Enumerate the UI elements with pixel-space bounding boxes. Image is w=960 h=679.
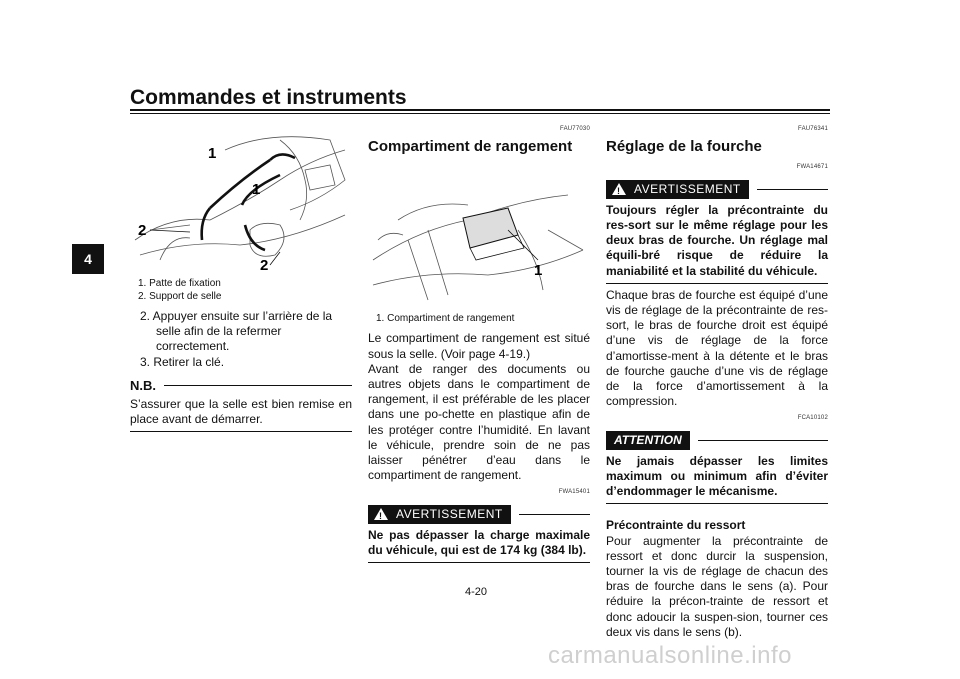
storage-illustration bbox=[368, 160, 590, 310]
chapter-tab: 4 bbox=[72, 244, 104, 274]
page-number: 4-20 bbox=[465, 586, 488, 598]
attention-end-rule bbox=[606, 503, 828, 504]
attention-header bbox=[606, 431, 828, 450]
label-1a: 1 bbox=[208, 145, 217, 162]
note-text: S’assurer que la selle est bien remise en place avant de démarrer. bbox=[130, 397, 352, 427]
section-code: FAU77030 bbox=[560, 126, 590, 132]
attention-badge: ATTENTION bbox=[606, 431, 690, 450]
step-item: 3. Retirer la clé. bbox=[140, 354, 225, 369]
header-rule-thin bbox=[130, 113, 830, 114]
warning-triangle-icon bbox=[374, 508, 388, 520]
column-storage bbox=[368, 120, 590, 563]
note-header bbox=[130, 378, 352, 393]
attention-text: Ne jamais dépasser les limites maximum ou minimum afin d’éviter d’endommager le mécanisme. bbox=[606, 453, 828, 499]
warning-badge bbox=[606, 180, 749, 199]
warning-label: AVERTISSEMENT bbox=[634, 181, 741, 196]
attention-code: FCA10102 bbox=[797, 415, 828, 422]
seat-illustration bbox=[130, 120, 352, 275]
watermark: carmanualsonline.info bbox=[548, 642, 792, 669]
warning-text: Toujours régler la précontrainte du res-sort sur le même réglage pour les deux bras de fourche. Un réglage mal équili-bré risque de réduire la maniabilité et la stabilité du véhicule. bbox=[606, 202, 828, 278]
section-title: Compartiment de rangement bbox=[368, 138, 573, 156]
warning-header bbox=[368, 505, 590, 524]
warning-end-rule bbox=[368, 562, 590, 563]
column-fork bbox=[606, 120, 828, 640]
figure-caption bbox=[138, 277, 352, 303]
warning-header bbox=[606, 180, 828, 199]
step-list bbox=[130, 309, 352, 370]
label-2a: 2 bbox=[138, 222, 147, 239]
step-item: 2. Appuyer ensuite sur l’arrière de la selle afin de la refermer correctement. bbox=[140, 309, 333, 354]
preload-para: Pour augmenter la précontrainte de ressort et donc durcir la suspension, tourner la vis de réglage de chacun des bras de fourche dans le sens (a). Pour réduire la précon-trainte de ressort et donc adoucir la suspen-sion, tourner ces deux vis dans le sens (b). bbox=[606, 533, 828, 639]
page-title: Commandes et instruments bbox=[130, 86, 407, 109]
warning-triangle-icon bbox=[612, 183, 626, 195]
note-end-rule bbox=[130, 431, 352, 432]
fork-para: Chaque bras de fourche est équipé d’une vis de réglage de la précontrainte de res-sort, le bras de fourche droit est équipé d’une vis de réglage de la force d’amortisse-ment à la détente et le bras de fourche gauche d’une vis de réglage de la force d’amortissement à la compression. bbox=[606, 287, 828, 409]
seat-figure bbox=[130, 120, 352, 275]
subsection-title: Précontrainte du ressort bbox=[606, 518, 746, 533]
warning-text: Ne pas dépasser la charge maximale du véhicule, qui est de 174 kg (384 lb). bbox=[368, 527, 590, 558]
warning-code: FWA15401 bbox=[558, 489, 590, 496]
caption-item: 1. Patte de fixation bbox=[138, 278, 221, 289]
label-1: 1 bbox=[534, 262, 543, 280]
caption-item: 2. Support de selle bbox=[138, 291, 222, 302]
label-2b: 2 bbox=[260, 257, 269, 274]
header-rule bbox=[130, 109, 830, 111]
storage-para-1: Le compartiment de rangement est situé sous la selle. (Voir page 4-19.) bbox=[368, 331, 590, 361]
section-title: Réglage de la fourche bbox=[606, 138, 762, 156]
storage-para-2: Avant de ranger des documents ou autres objets dans le compartiment de rangement, il est préférable de les placer dans une po-chette en plastique afin de les protéger contre l’humidité. En lavant le véhicule, prendre soin de ne pas laisser pénétrer d’eau dans le compartiment de rangement. bbox=[368, 361, 590, 483]
column-seat bbox=[130, 120, 352, 432]
storage-figure bbox=[368, 160, 590, 310]
warning-end-rule bbox=[606, 283, 828, 284]
warning-label: AVERTISSEMENT bbox=[396, 506, 503, 521]
figure-caption: 1. Compartiment de rangement bbox=[376, 313, 515, 325]
section-code: FAU76341 bbox=[798, 126, 828, 132]
label-1b: 1 bbox=[252, 181, 261, 198]
warning-code: FWA14671 bbox=[796, 164, 828, 171]
warning-badge bbox=[368, 505, 511, 524]
note-label: N.B. bbox=[130, 377, 156, 393]
